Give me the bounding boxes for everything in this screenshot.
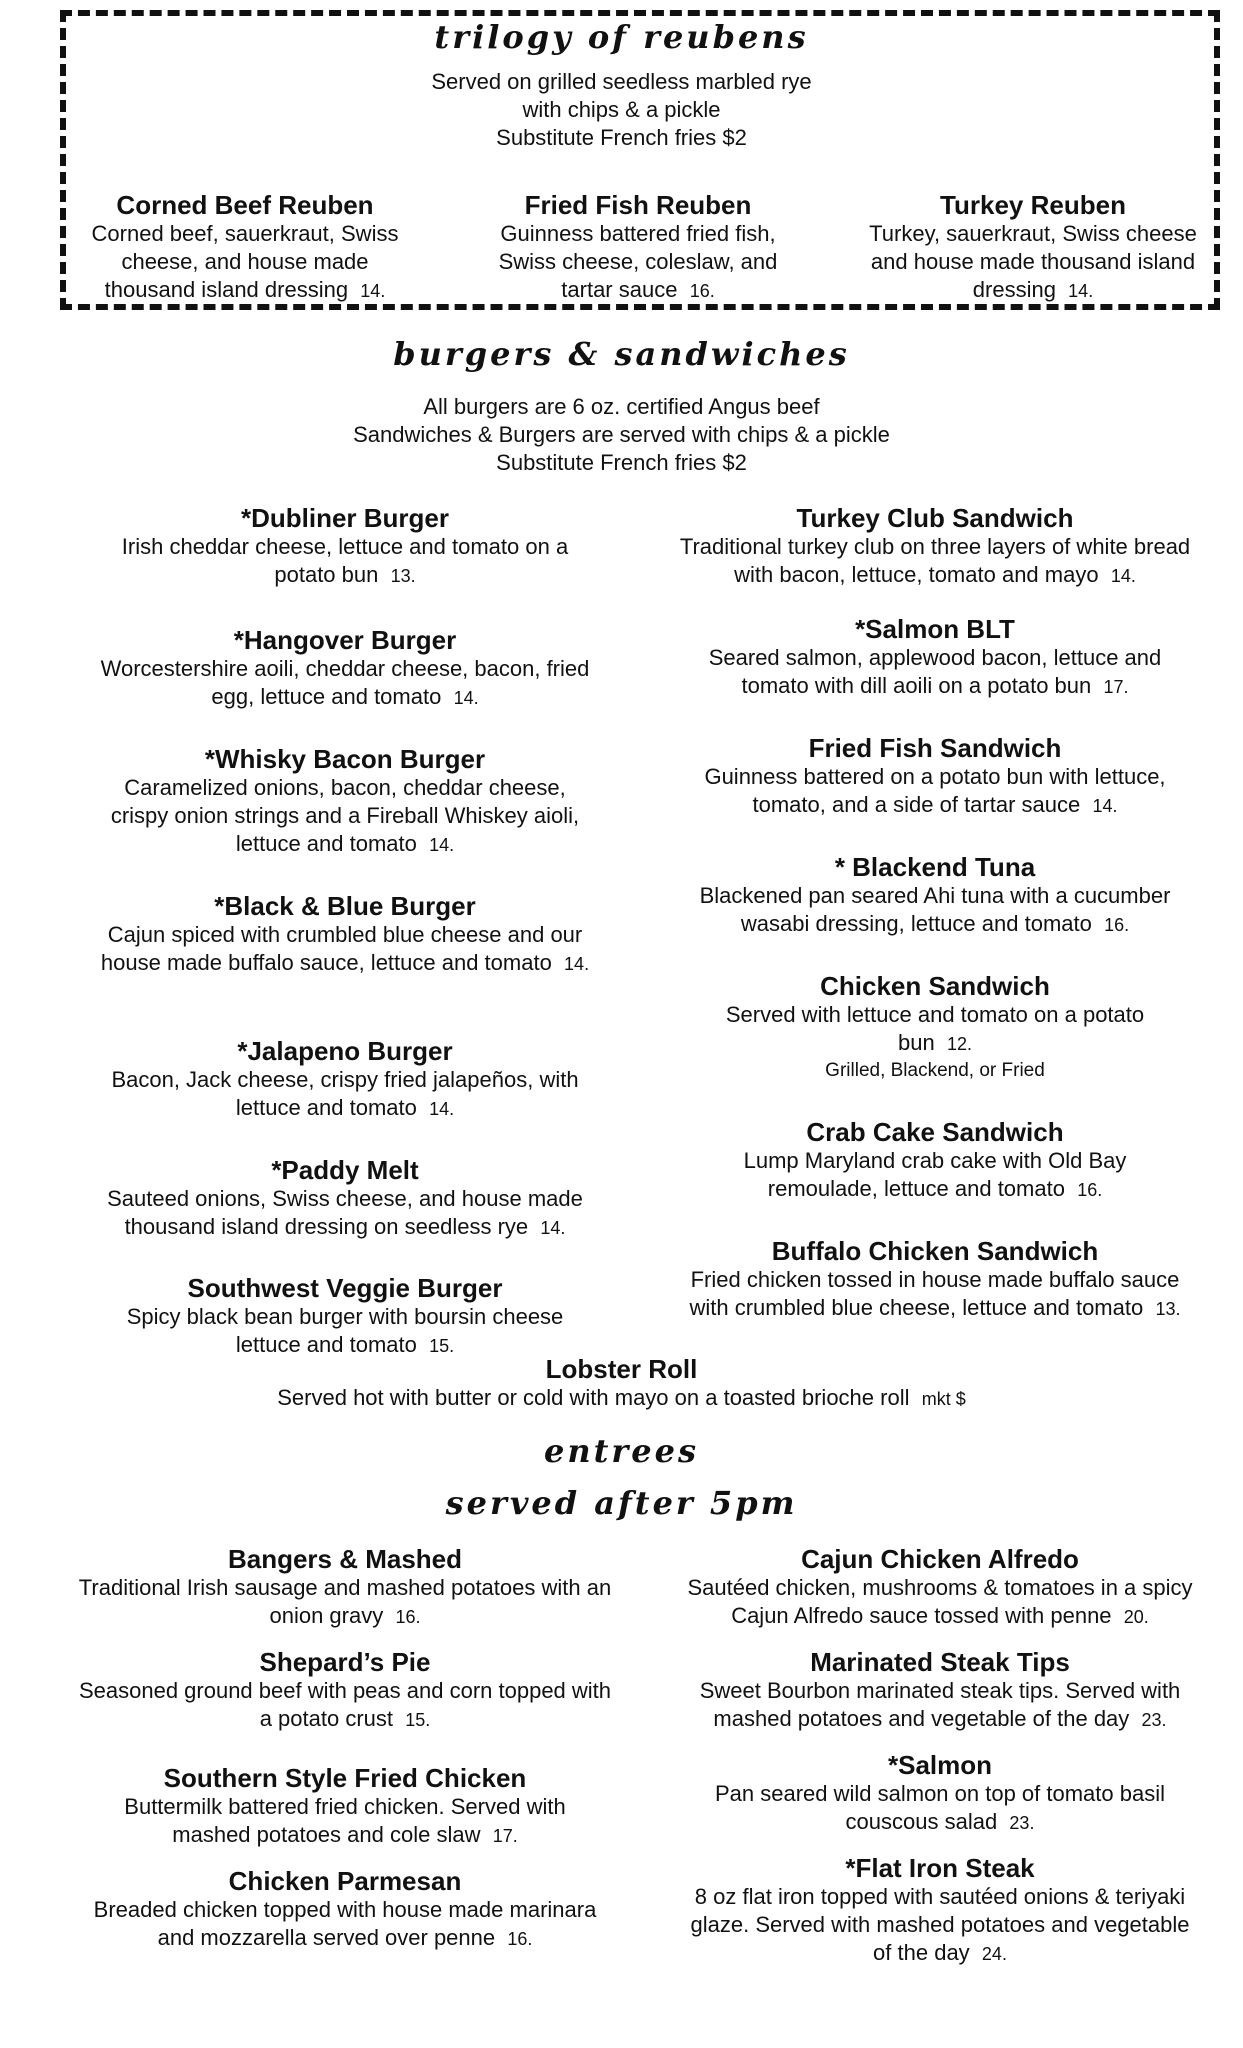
item-name: *Paddy Melt [271, 1155, 419, 1185]
item-name: Fried Fish Reuben [524, 190, 752, 220]
menu-item-fried-fish-reuben [478, 190, 798, 305]
item-name: Turkey Reuben [940, 190, 1126, 220]
item-price: 13. [390, 566, 416, 586]
item-desc: Served with lettuce and tomato on a potato bun [725, 1002, 1145, 1055]
trilogy-intro [0, 68, 1243, 152]
menu-item-flat-iron-steak [660, 1853, 1220, 1968]
item-price: 24. [981, 1944, 1007, 1964]
menu-item-jalapeno-burger [75, 1036, 615, 1123]
item-desc: Worcestershire aoili, cheddar cheese, bacon, fried egg, lettuce and tomato [100, 656, 590, 709]
item-name: Southwest Veggie Burger [187, 1273, 503, 1303]
item-name: Corned Beef Reuben [116, 190, 374, 220]
burgers-line: All burgers are 6 oz. certified Angus beef [423, 394, 820, 419]
item-price: 23. [1009, 1813, 1035, 1833]
item-price: 16. [1077, 1180, 1103, 1200]
menu-item-salmon-blt [665, 614, 1205, 701]
item-desc: Traditional turkey club on three layers of white bread with bacon, lettuce, tomato and mayo [679, 534, 1191, 587]
item-name: * Blackend Tuna [834, 852, 1036, 882]
item-name: Buffalo Chicken Sandwich [771, 1236, 1099, 1266]
item-price: 17. [492, 1826, 518, 1846]
menu-item-chicken-parmesan [65, 1866, 625, 1953]
item-price: 20. [1123, 1607, 1149, 1627]
burgers-line: Sandwiches & Burgers are served with chips & a pickle [353, 422, 890, 447]
item-desc: Seared salmon, applewood bacon, lettuce and tomato with dill aoili on a potato bun [708, 645, 1162, 698]
item-name: *Flat Iron Steak [845, 1853, 1035, 1883]
entrees-subheading: served after 5pm [445, 1484, 798, 1522]
item-desc: 8 oz flat iron topped with sautéed onions & teriyaki glaze. Served with mashed potatoes and vegetable of the day [690, 1884, 1190, 1965]
item-desc: Corned beef, sauerkraut, Swiss cheese, and house made thousand island dressing [91, 221, 399, 302]
item-name: Crab Cake Sandwich [806, 1117, 1064, 1147]
item-desc: Bacon, Jack cheese, crispy fried jalapeños, with lettuce and tomato [111, 1067, 579, 1120]
item-price: 14. [1092, 796, 1118, 816]
menu-item-turkey-reuben [868, 190, 1198, 305]
item-name: Chicken Parmesan [228, 1866, 462, 1896]
menu-item-salmon [660, 1750, 1220, 1837]
item-desc: Spicy black bean burger with boursin cheese lettuce and tomato [126, 1304, 564, 1357]
item-name: Marinated Steak Tips [810, 1647, 1070, 1677]
menu-item-buffalo-chicken-sandwich [665, 1236, 1205, 1323]
item-desc: Pan seared wild salmon on top of tomato basil couscous salad [714, 1781, 1166, 1834]
item-name: *Jalapeno Burger [237, 1036, 453, 1066]
item-price: 23. [1141, 1710, 1167, 1730]
menu-item-southwest-veggie-burger [75, 1273, 615, 1360]
menu-item-black-blue-burger [75, 891, 615, 978]
item-price: 16. [1104, 915, 1130, 935]
item-options: Grilled, Blackend, or Fried [825, 1060, 1045, 1081]
item-name: Bangers & Mashed [227, 1544, 463, 1574]
item-desc: Sauteed onions, Swiss cheese, and house made thousand island dressing on seedless rye [107, 1186, 583, 1239]
item-name: Southern Style Fried Chicken [163, 1763, 527, 1793]
menu-item-marinated-steak-tips [660, 1647, 1220, 1734]
item-desc: Buttermilk battered fried chicken. Served with mashed potatoes and cole slaw [124, 1794, 566, 1847]
item-desc: Turkey, sauerkraut, Swiss cheese and house made thousand island dressing [869, 221, 1197, 302]
item-desc: Traditional Irish sausage and mashed potatoes with an onion gravy [78, 1575, 612, 1628]
item-price: 13. [1155, 1299, 1181, 1319]
burgers-line: Substitute French fries $2 [496, 450, 747, 475]
trilogy-line: Served on grilled seedless marbled rye [431, 69, 812, 94]
item-desc: Caramelized onions, bacon, cheddar cheese, crispy onion strings and a Fireball Whiskey aioli, lettuce and tomato [110, 775, 580, 856]
item-price: 16. [395, 1607, 421, 1627]
item-price: 15. [429, 1336, 455, 1356]
item-price: 14. [540, 1218, 566, 1238]
menu-item-turkey-club-sandwich [665, 503, 1205, 590]
item-name: *Whisky Bacon Burger [204, 744, 486, 774]
item-desc: Seasoned ground beef with peas and corn topped with a potato crust [78, 1678, 612, 1731]
menu-item-whisky-bacon-burger [75, 744, 615, 859]
item-desc: Guinness battered fried fish, Swiss cheese, coleslaw, and tartar sauce [498, 221, 778, 302]
menu-item-lobster-roll [0, 1354, 1243, 1413]
item-name: Fried Fish Sandwich [808, 733, 1062, 763]
item-price: 16. [507, 1929, 533, 1949]
item-desc: Guinness battered on a potato bun with lettuce, tomato, and a side of tartar sauce [704, 764, 1166, 817]
menu-item-dubliner-burger [75, 503, 615, 590]
burgers-intro [0, 393, 1243, 477]
item-price: 16. [689, 281, 715, 301]
menu-item-paddy-melt [75, 1155, 615, 1242]
menu-item-chicken-sandwich [665, 971, 1205, 1084]
item-name: *Salmon [887, 1750, 993, 1780]
item-name: Lobster Roll [545, 1354, 698, 1384]
item-desc: Blackened pan seared Ahi tuna with a cucumber wasabi dressing, lettuce and tomato [699, 883, 1171, 936]
item-price: 14. [1110, 566, 1136, 586]
item-name: Cajun Chicken Alfredo [801, 1544, 1079, 1574]
item-name: Chicken Sandwich [820, 971, 1050, 1001]
item-price: 17. [1103, 677, 1129, 697]
menu-item-hangover-burger [75, 625, 615, 712]
item-desc: Served hot with butter or cold with mayo on a toasted brioche roll [277, 1385, 910, 1410]
item-desc: Sweet Bourbon marinated steak tips. Served with mashed potatoes and vegetable of the day [699, 1678, 1181, 1731]
menu-item-cajun-chicken-alfredo [660, 1544, 1220, 1631]
item-name: Turkey Club Sandwich [796, 503, 1074, 533]
menu-item-crab-cake-sandwich [665, 1117, 1205, 1204]
menu-item-corned-beef-reuben [75, 190, 415, 305]
item-desc: Irish cheddar cheese, lettuce and tomato on a potato bun [121, 534, 569, 587]
item-name: *Salmon BLT [855, 614, 1015, 644]
item-desc: Breaded chicken topped with house made marinara and mozzarella served over penne [93, 1897, 597, 1950]
item-price: 14. [429, 1099, 455, 1119]
item-price: mkt $ [921, 1389, 966, 1409]
item-price: 14. [453, 688, 479, 708]
item-price: 14. [429, 835, 455, 855]
menu-item-fried-fish-sandwich [665, 733, 1205, 820]
item-price: 14. [564, 954, 590, 974]
item-desc: Fried chicken tossed in house made buffalo sauce with crumbled blue cheese, lettuce and tomato [689, 1267, 1180, 1320]
item-name: *Dubliner Burger [240, 503, 450, 533]
menu-item-southern-fried-chicken [65, 1763, 625, 1850]
item-name: Shepard’s Pie [259, 1647, 431, 1677]
entrees-heading: entrees [544, 1432, 699, 1470]
item-desc: Cajun spiced with crumbled blue cheese and our house made buffalo sauce, lettuce and tomato [100, 922, 583, 975]
menu-item-blackend-tuna [665, 852, 1205, 939]
item-name: *Black & Blue Burger [214, 891, 476, 921]
item-price: 15. [405, 1710, 431, 1730]
trilogy-line: Substitute French fries $2 [496, 125, 747, 150]
menu-item-bangers-mashed [65, 1544, 625, 1631]
item-desc: Lump Maryland crab cake with Old Bay remoulade, lettuce and tomato [743, 1148, 1127, 1201]
burgers-heading: burgers & sandwiches [393, 335, 850, 373]
menu-item-shepards-pie [65, 1647, 625, 1734]
item-name: *Hangover Burger [233, 625, 457, 655]
item-desc: Sautéed chicken, mushrooms & tomatoes in a spicy Cajun Alfredo sauce tossed with penne [687, 1575, 1193, 1628]
trilogy-line: with chips & a pickle [522, 97, 721, 122]
item-price: 14. [360, 281, 386, 301]
item-price: 12. [946, 1034, 972, 1054]
item-price: 14. [1068, 281, 1094, 301]
trilogy-heading: trilogy of reubens [434, 18, 809, 56]
